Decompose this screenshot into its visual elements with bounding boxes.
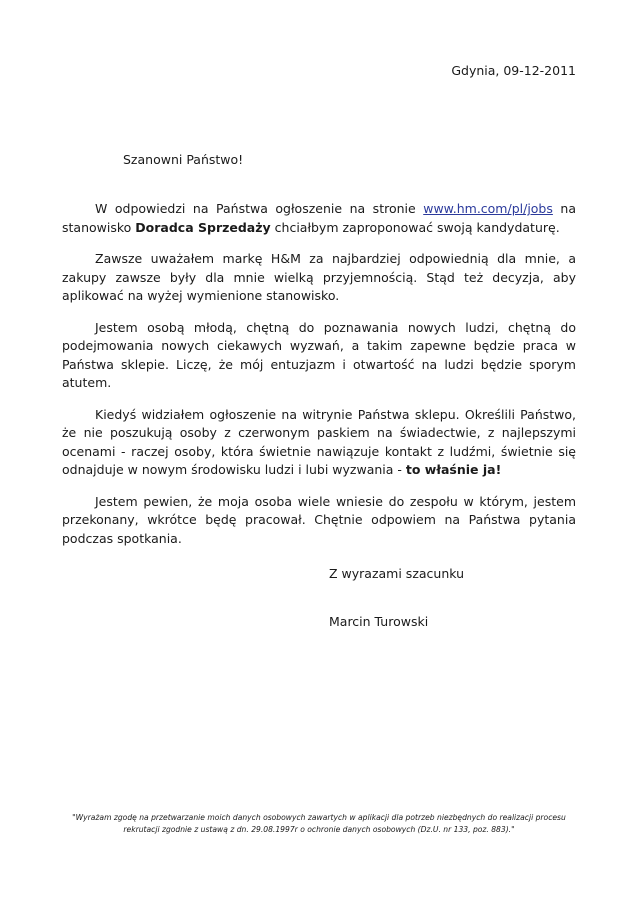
paragraph-1-text-start: W odpowiedzi na Państwa ogłoszenie na stronie — [95, 201, 424, 216]
paragraph-3: Jestem osobą młodą, chętną do poznawania nowych ludzi, chętną do podejmowania nowych ciekawych wyzwań, a takim zapewne będzie praca w Państwa sklepie. Liczę, że mój entuzjazm i otwartość na ludzi będzie sporym atutem. — [62, 319, 576, 390]
letter-date: Gdynia, 09-12-2011 — [451, 63, 576, 78]
paragraph-2: Zawsze uważałem markę H&M za najbardziej odpowiednią dla mnie, a zakupy zawsze były dla mnie wielką przyjemnością. Stąd też decyzja, aby aplikować na wyżej wymienione stanowisko. — [62, 251, 576, 303]
closing-phrase: Z wyrazami szacunku — [329, 566, 465, 581]
gdpr-consent-clause: "Wyrażam zgodę na przetwarzanie moich danych osobowych zawartych w aplikacji dla potrzeb niezbędnych do realizacji procesu rekrutacji zgodnie z ustawą z dn. 29.08.1997r o ochronie danych osobowych (Dz.U. nr 133, poz. 883)." — [72, 813, 566, 834]
jobs-link[interactable]: www.hm.com/pl/jobs — [423, 201, 553, 216]
paragraph-1-text-mid: na stanowisko — [62, 201, 576, 235]
salutation: Szanowni Państwo! — [123, 152, 244, 167]
paragraph-1 — [62, 200, 576, 237]
paragraph-4-emphasis: to właśnie ja! — [405, 462, 502, 477]
signature-name: Marcin Turowski — [329, 614, 429, 629]
paragraph-4-text: Kiedyś widziałem ogłoszenie na witrynie Państwa sklepu. Określili Państwo, że nie poszukują osoby z czerwonym paskiem na świadectwie, z najlepszymi ocenami - raczej osoby, która świetnie nawiązuje kontakt z ludźmi, świetnie się odnajduje w nowym środowisku ludzi i lubi wyzwania - — [62, 406, 576, 477]
paragraph-4 — [62, 406, 576, 480]
paragraph-5: Jestem pewien, że moja osoba wiele wniesie do zespołu w którym, jestem przekonany, wkrótce będę pracował. Chętnie odpowiem na Państwa pytania podczas spotkania. — [62, 493, 576, 546]
letter-body — [62, 200, 576, 561]
paragraph-1-text-end: chciałbym zaproponować swoją kandydaturę. — [270, 219, 560, 235]
position-name: Doradca Sprzedaży — [135, 219, 271, 235]
